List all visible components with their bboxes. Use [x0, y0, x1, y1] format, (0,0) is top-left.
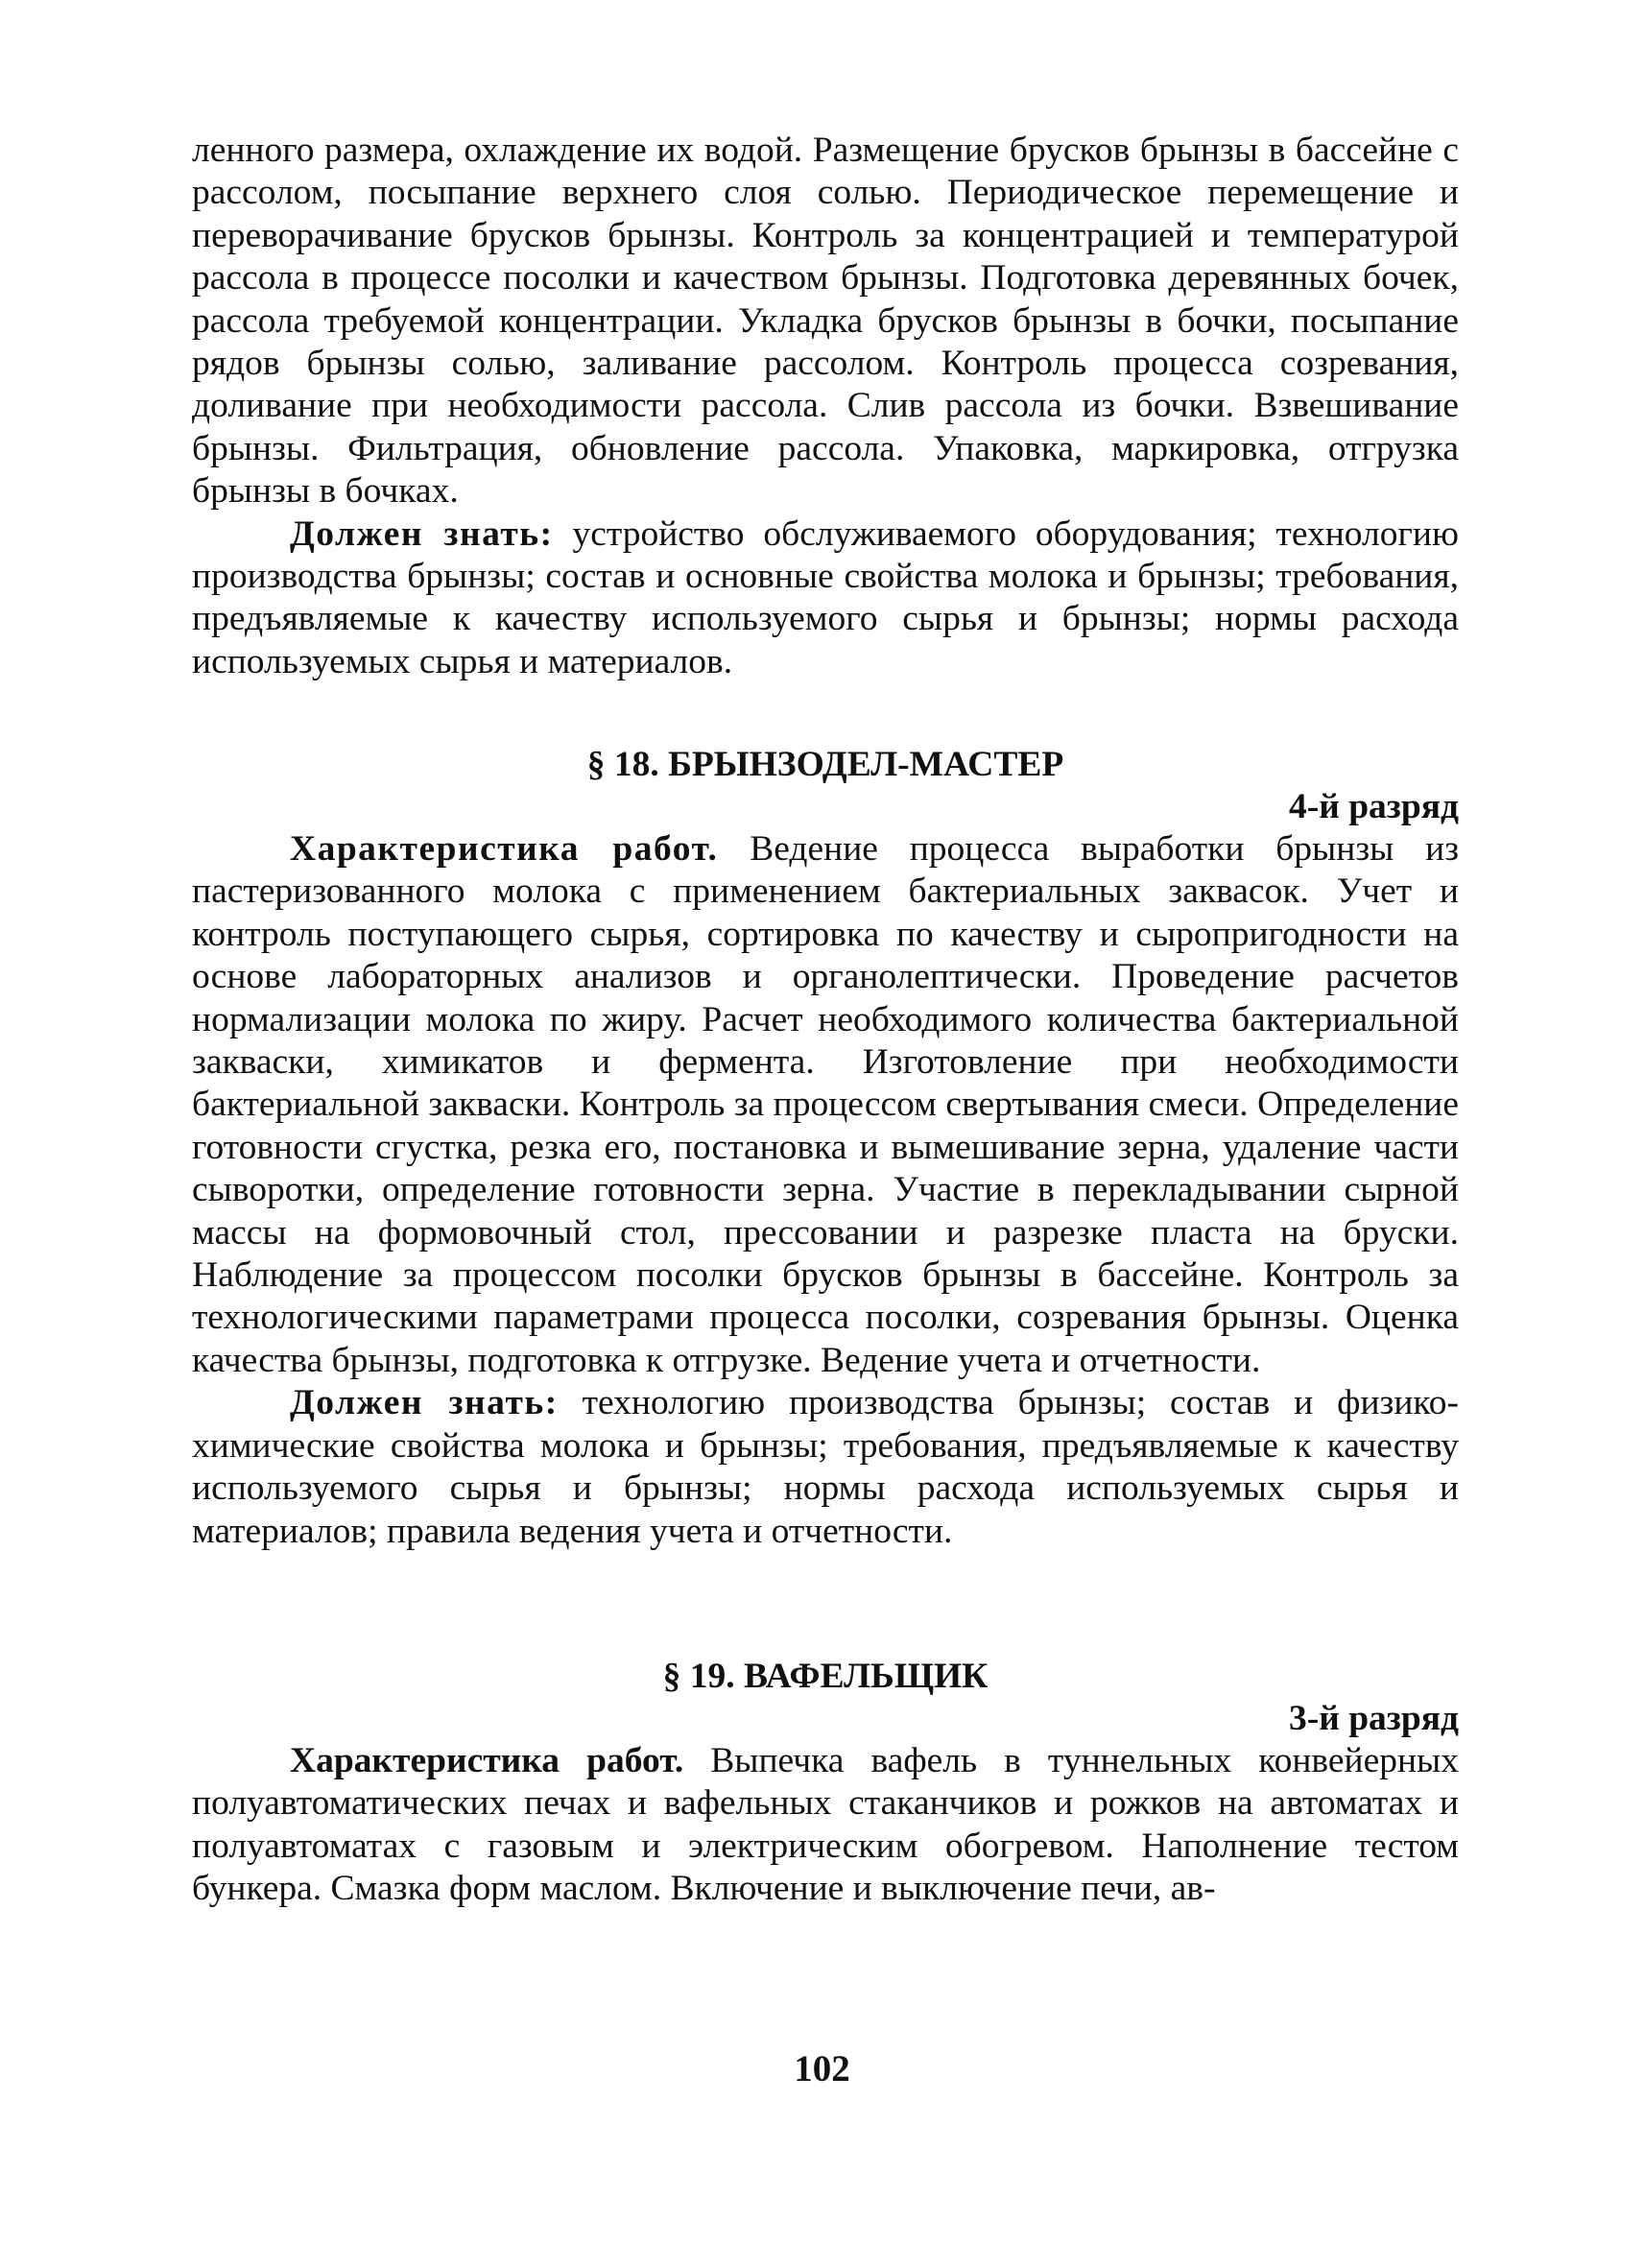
knowledge-text: технологию производства брынзы; состав и физико-химические свойства молока и брынзы; требования, предъявляемые к качеству используемого сырья и брынзы; нормы расхода используемых сырья и материалов; правила ведения учета и отчетности. [192, 1383, 1459, 1551]
section-18 [192, 744, 1459, 1553]
work-characteristics-paragraph [192, 1740, 1459, 1911]
knowledge-label: Должен знать: [290, 1383, 559, 1423]
work-characteristics-label: Характеристика работ. [290, 829, 719, 869]
section-17-continuation [192, 130, 1459, 683]
work-characteristics-paragraph [192, 828, 1459, 1382]
work-characteristics-text: Ведение процесса выработки брынзы из пастеризованного молока с применением бактериальных заквасок. Учет и контроль поступающего сырья, сортировка по качеству и сыропригодности на основе лабораторных анализов и органолептически. Проведение расчетов нормализации молока по жиру. Расчет необходимого количества бактериальной закваски, химикатов и фермента. Изготовление при необходимости бактериальной закваски. Контроль за процессом свертывания смеси. Определение готовности сгустка, резка его, постановка и вымешивание зерна, удаление части сыворотки, определение готовности зерна. Участие в перекладывании сырной массы на формовочный стол, прессовании и разрезке пласта на бруски. Наблюдение за процессом посолки брусков брынзы в бассейне. Контроль за технологическими параметрами процесса посолки, созревания брынзы. Оценка качества брынзы, подготовка к отгрузке. Ведение учета и отчетности. [192, 829, 1460, 1380]
knowledge-label: Должен знать: [290, 513, 554, 554]
knowledge-paragraph [192, 513, 1459, 684]
knowledge-paragraph [192, 1382, 1459, 1553]
section-19-grade: 3-й разряд [1288, 1699, 1459, 1738]
continuation-paragraph: ленного размера, охлаждение их водой. Размещение брусков брынзы в бассейне с рассолом, посыпание верхнего слоя солью. Периодическое перемещение и переворачивание брусков брынзы. Контроль за концентрацией и температурой рассола в процессе посолки и качеством брынзы. Подготовка деревянных бочек, рассола требуемой концентрации. Укладка брусков брынзы в бочки, посыпание рядов брынзы солью, заливание рассолом. Контроль процесса созревания, доливание при необходимости рассола. Слив рассола из бочки. Взвешивание брынзы. Фильтрация, обновление рассола. Упаковка, маркировка, отгрузка брынзы в бочках. [192, 131, 1459, 512]
section-18-title: § 18. БРЫНЗОДЕЛ-МАСТЕР [586, 745, 1064, 784]
work-characteristics-label: Характеристика работ. [290, 1741, 684, 1780]
work-characteristics-text: Выпечка вафель в туннельных конвейерных полуавтоматических печах и вафельных стаканчиков и рожков на автоматах и полуавтоматах с газовым и электрическим обогревом. Наполнение тестом бункера. Смазка форм маслом. Включение и выключение печи, ав- [192, 1741, 1459, 1909]
page-number: 102 [794, 2048, 850, 2089]
section-19-title: § 19. ВАФЕЛЬЩИК [662, 1657, 989, 1696]
section-18-grade: 4-й разряд [1288, 787, 1459, 826]
knowledge-text: устройство обслуживаемого оборудования; технологию производства брынзы; состав и основные свойства молока и брынзы; требования, предъявляемые к качеству используемого сырья и брынзы; нормы расхода используемых сырья и материалов. [192, 513, 1459, 681]
section-19 [192, 1656, 1459, 1911]
